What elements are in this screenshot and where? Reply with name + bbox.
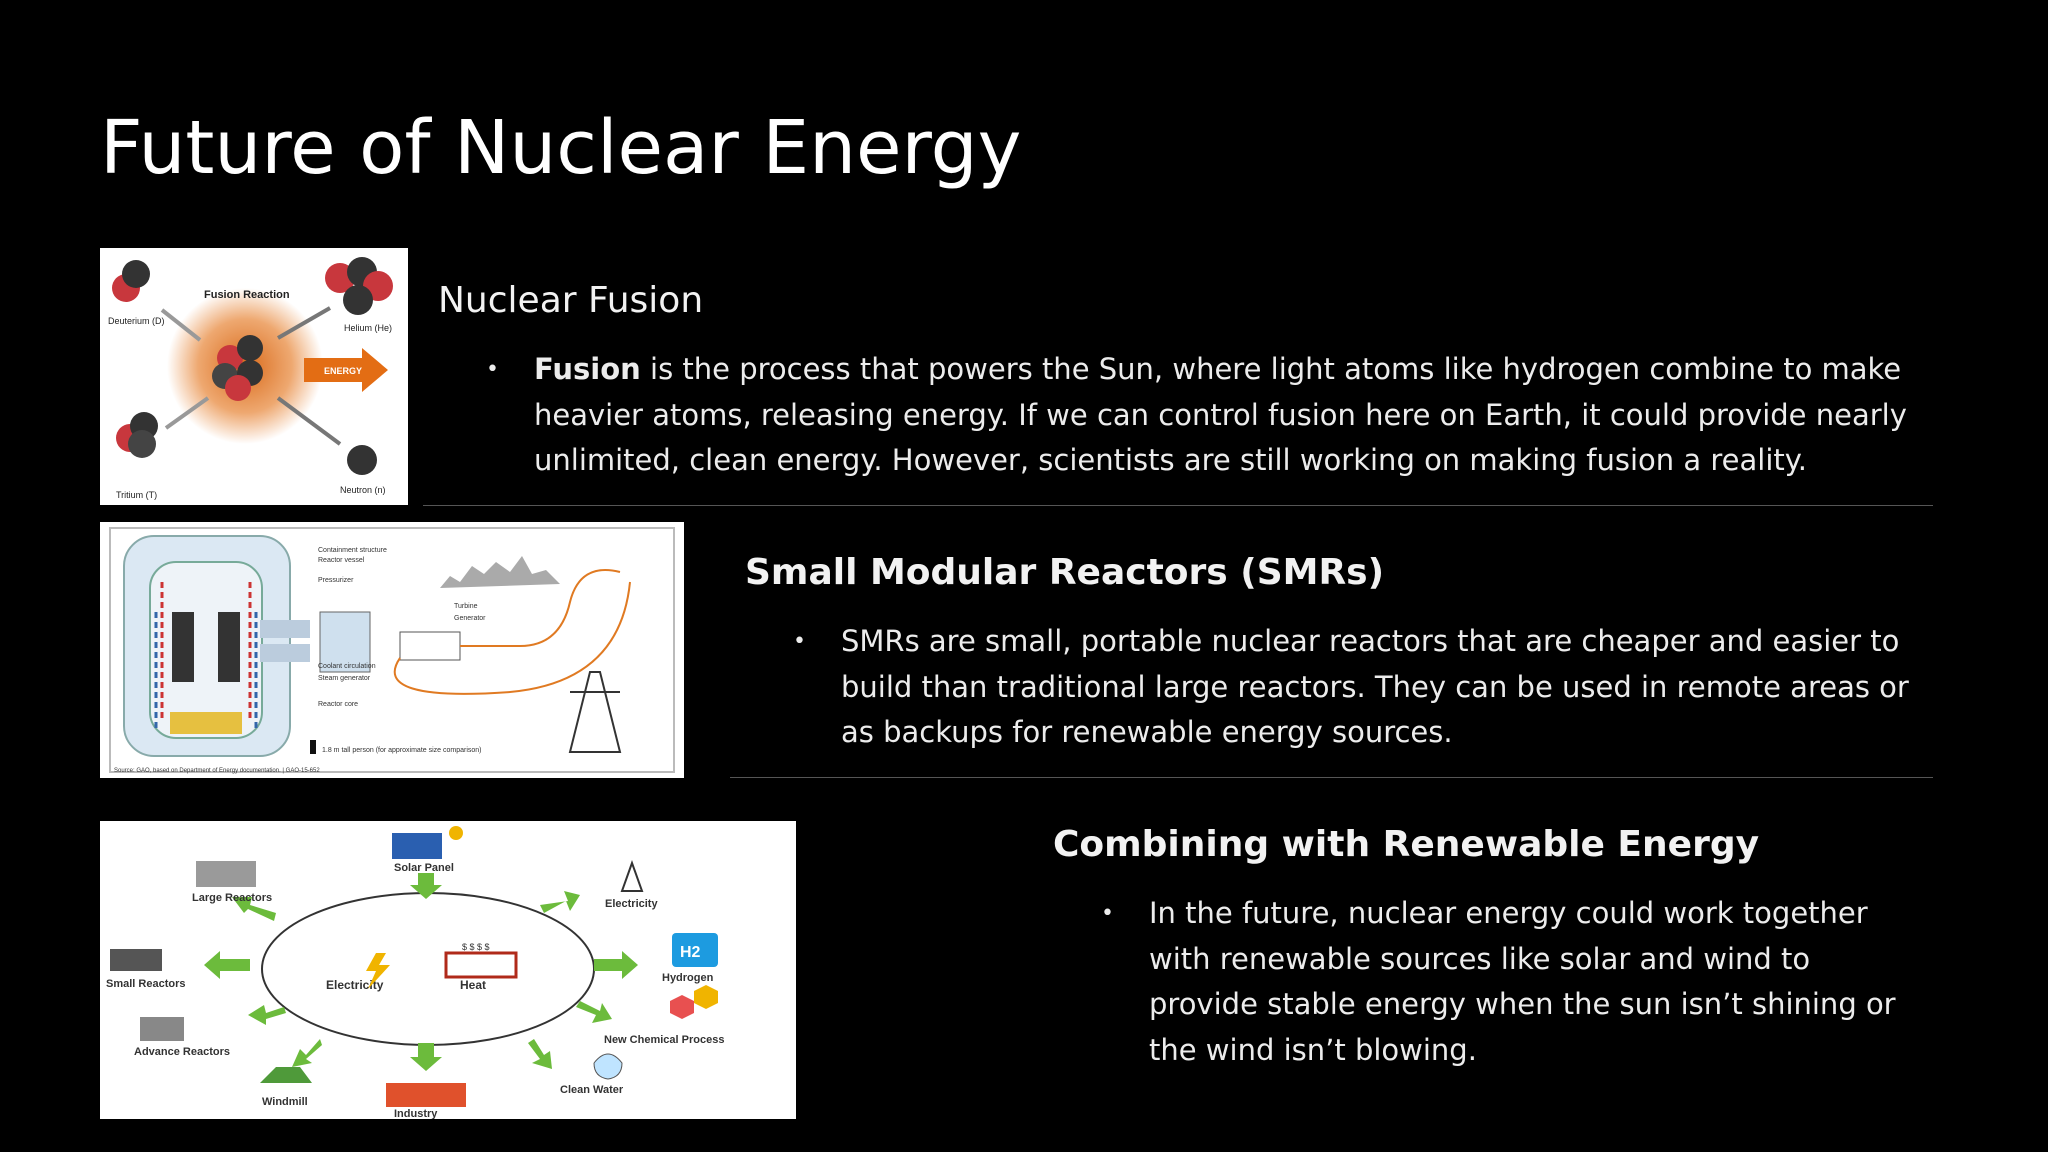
node-advance-reactors: Advance Reactors xyxy=(134,1046,230,1058)
smr-label-6: Coolant circulation xyxy=(318,663,376,670)
tritium-label: Tritium (T) xyxy=(116,490,158,500)
pylon-icon xyxy=(622,863,642,891)
smr-label-3: Pressurizer xyxy=(318,577,354,584)
smr-label-2: Reactor vessel xyxy=(318,557,365,564)
hybrid-energy-diagram-image xyxy=(100,821,796,1119)
node-industry: Industry xyxy=(394,1108,438,1119)
section-heading-smr: Small Modular Reactors (SMRs) xyxy=(745,552,1385,593)
helium-label: Helium (He) xyxy=(344,323,393,333)
divider-1 xyxy=(423,505,1933,506)
node-chemical-process: New Chemical Process xyxy=(604,1034,725,1046)
bullet-dot: • xyxy=(486,357,499,382)
chemical-icon xyxy=(670,995,694,1019)
hub-center-heat: Heat xyxy=(460,978,487,992)
smr-label-1: Containment structure xyxy=(318,547,387,554)
small-reactor-icon xyxy=(110,949,162,971)
deuterium-label: Deuterium (D) xyxy=(108,316,165,326)
smr-diagram-image xyxy=(100,522,684,778)
section-heading-fusion: Nuclear Fusion xyxy=(438,280,704,321)
slide-title: Future of Nuclear Energy xyxy=(100,105,1022,191)
energy-label: ENERGY xyxy=(324,366,363,376)
smr-label-5: Generator xyxy=(454,615,486,622)
fusion-bold-term: Fusion xyxy=(534,352,641,386)
person-icon xyxy=(310,740,316,754)
bullet-dot: • xyxy=(793,629,806,654)
fusion-bullet xyxy=(486,347,1914,484)
renewable-text: In the future, nuclear energy could work together with renewable sources like solar and wind to provide stable energy when the sun isn’t shining or the wind isn’t blowing. xyxy=(1149,896,1896,1067)
smr-text: SMRs are small, portable nuclear reactors that are cheaper and easier to build than traditional large reactors. They can be used in remote areas or as backups for renewable energy sources. xyxy=(841,624,1909,749)
smr-label-8: Reactor core xyxy=(318,701,359,708)
fusion-text: is the process that powers the Sun, where light atoms like hydrogen combine to make heavier atoms, releasing energy. If we can control fusion here on Earth, it could provide nearly unlimited, clean energy. However, scientists are still working on making fusion a reality. xyxy=(534,352,1907,477)
hub-center-electricity: Electricity xyxy=(326,978,384,992)
smr-label-4: Turbine xyxy=(454,603,478,610)
fusion-title: Fusion Reaction xyxy=(204,289,290,301)
node-windmill: Windmill xyxy=(262,1096,308,1108)
money-label: $ $ $ $ xyxy=(462,942,490,952)
node-hydrogen: Hydrogen xyxy=(662,972,714,984)
renewable-bullet xyxy=(1101,891,1919,1073)
node-large-reactors: Large Reactors xyxy=(192,892,273,904)
fusion-reaction-image xyxy=(100,248,408,505)
smr-bullet xyxy=(793,619,1921,756)
h2-label: H2 xyxy=(680,944,701,961)
node-clean-water: Clean Water xyxy=(560,1084,624,1096)
water-drop-icon xyxy=(594,1054,622,1079)
node-small-reactors: Small Reactors xyxy=(106,978,186,990)
section-heading-renewable: Combining with Renewable Energy xyxy=(1053,824,1760,865)
neutron-label: Neutron (n) xyxy=(340,485,386,495)
solar-panel-icon xyxy=(392,833,442,859)
large-reactor-icon xyxy=(196,861,256,887)
node-electricity: Electricity xyxy=(605,898,658,910)
smr-label-7: Steam generator xyxy=(318,675,371,682)
smr-source: Source: GAO, based on Department of Energy documentation. | GAO-15-652 xyxy=(114,768,320,774)
factory-icon xyxy=(386,1083,466,1107)
windmill-icon xyxy=(260,1067,312,1083)
advance-reactor-icon xyxy=(140,1017,184,1041)
bullet-dot: • xyxy=(1101,901,1114,926)
node-solar-panel: Solar Panel xyxy=(394,862,454,874)
smr-person-note: 1.8 m tall person (for approximate size comparison) xyxy=(322,747,482,754)
divider-2 xyxy=(730,777,1933,778)
